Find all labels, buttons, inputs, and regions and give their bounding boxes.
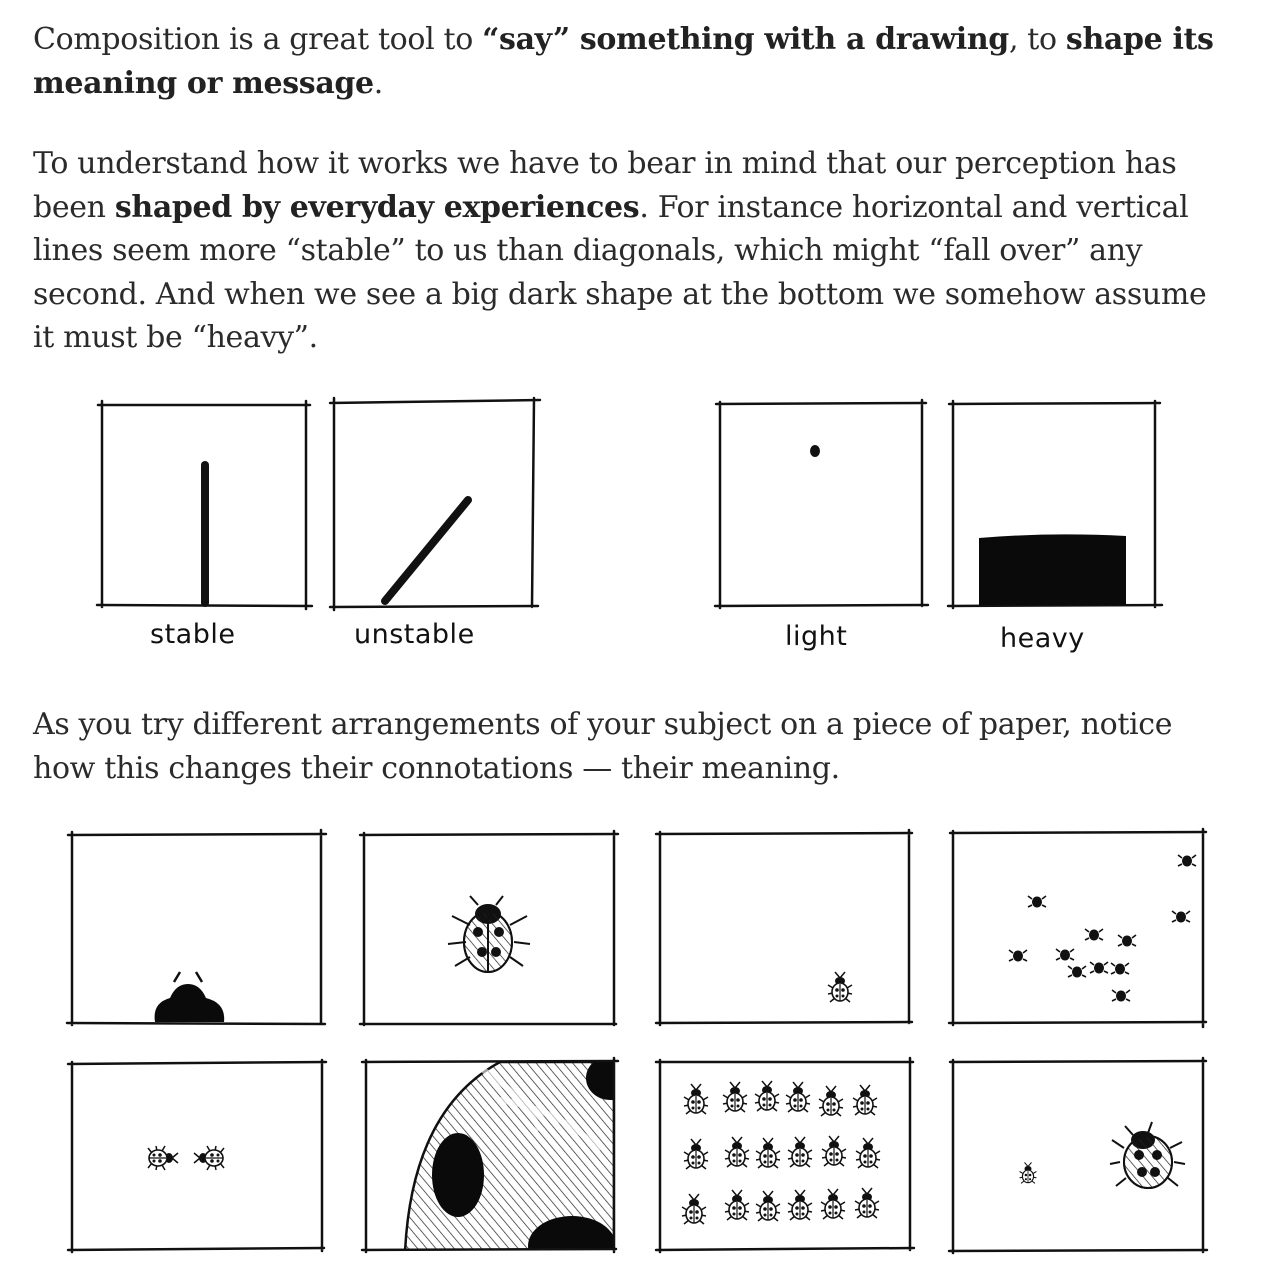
bold-phrase: “say” something with a drawing [482, 22, 1009, 57]
panel-6-closeup [405, 1056, 634, 1276]
text-run: To understand how it works we have to bear in mind that our perception has been [33, 146, 1177, 225]
panel-3-ladybug-small [828, 972, 852, 1002]
text-run: , to [1008, 22, 1066, 57]
panel-frame-3 [656, 830, 912, 1025]
panel-light [715, 400, 928, 608]
panel-2-ladybug-center [448, 896, 530, 972]
text-run: Composition is a great tool to [33, 22, 483, 57]
panel-8-small-and-large [1020, 1122, 1185, 1188]
text-run: . [373, 65, 383, 101]
bold-phrase: shaped by everyday experiences [114, 189, 640, 225]
paragraph-arrangements [33, 703, 1233, 790]
text-run: As you try different arrangements of your subject on a piece of paper, notice how this changes their connotations — their meaning. [33, 707, 1173, 786]
panel-4-scattered-bugs [1009, 855, 1196, 1002]
label-stable: stable [150, 619, 236, 650]
panel-1-bug-bottom [155, 972, 225, 1022]
small-dot-shape [810, 445, 820, 457]
paragraph-perception [33, 142, 1233, 360]
label-heavy: heavy [1000, 623, 1085, 654]
panel-stable [97, 401, 312, 609]
panel-5-two-bugs [148, 1146, 224, 1170]
heavy-block-shape [979, 534, 1126, 605]
label-light: light [785, 621, 848, 652]
text-run: . For instance horizontal and vertical lines seem more “stable” to us than diagonals, which might “fall over” any second. And when we see a big dark shape at the bottom we somehow assume it must be “heavy”. [33, 189, 1207, 355]
figure-stability-weight [0, 390, 1268, 680]
paragraph-composition-intro [33, 18, 1233, 105]
figure-ladybug-compositions [0, 820, 1268, 1288]
panel-unstable [330, 398, 540, 610]
bold-phrase: shape its meaning or message [33, 22, 1214, 101]
panel-frame-4 [949, 829, 1206, 1027]
label-unstable: unstable [354, 619, 475, 650]
panel-7-bug-grid [682, 1081, 880, 1224]
